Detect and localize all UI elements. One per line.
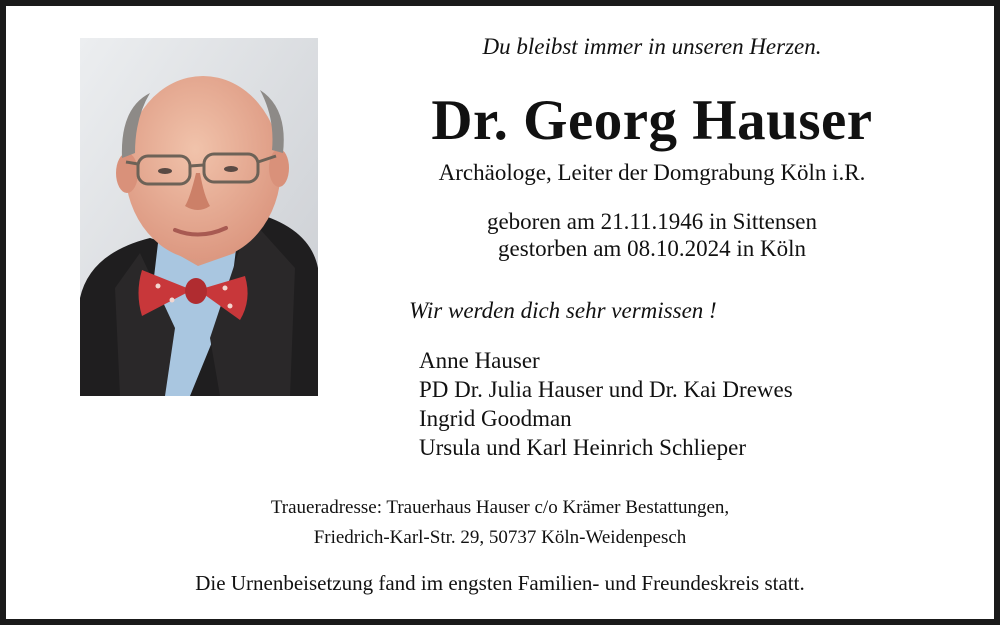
memorial-motto: Du bleibst immer in unseren Herzen.: [482, 34, 822, 59]
mourner-name: Anne Hauser: [419, 348, 540, 373]
portrait-photo: [80, 38, 318, 396]
deceased-name: Dr. Georg Hauser: [431, 89, 873, 152]
mourner-name: PD Dr. Julia Hauser und Dr. Kai Drewes: [419, 377, 793, 402]
deceased-profession: Archäologe, Leiter der Domgrabung Köln i.R.: [438, 160, 866, 185]
farewell-line: Wir werden dich sehr vermissen !: [409, 298, 717, 323]
death-date-line: gestorben am 08.10.2024 in Köln: [498, 236, 806, 261]
birth-date-line: geboren am 21.11.1946 in Sittensen: [486, 209, 818, 234]
mourning-address-line-1: Traueradresse: Trauerhaus Hauser c/o Krämer Bestattungen,: [270, 497, 730, 518]
mourner-name: Ingrid Goodman: [419, 406, 572, 431]
mourning-address-line-2: Friedrich-Karl-Str. 29, 50737 Köln-Weidenpesch: [313, 527, 687, 548]
portrait-illustration: [80, 38, 318, 396]
burial-note: Die Urnenbeisetzung fand im engsten Familien- und Freundeskreis statt.: [195, 571, 805, 595]
mourner-name: Ursula und Karl Heinrich Schlieper: [419, 435, 747, 460]
mourners-list: [419, 346, 793, 462]
